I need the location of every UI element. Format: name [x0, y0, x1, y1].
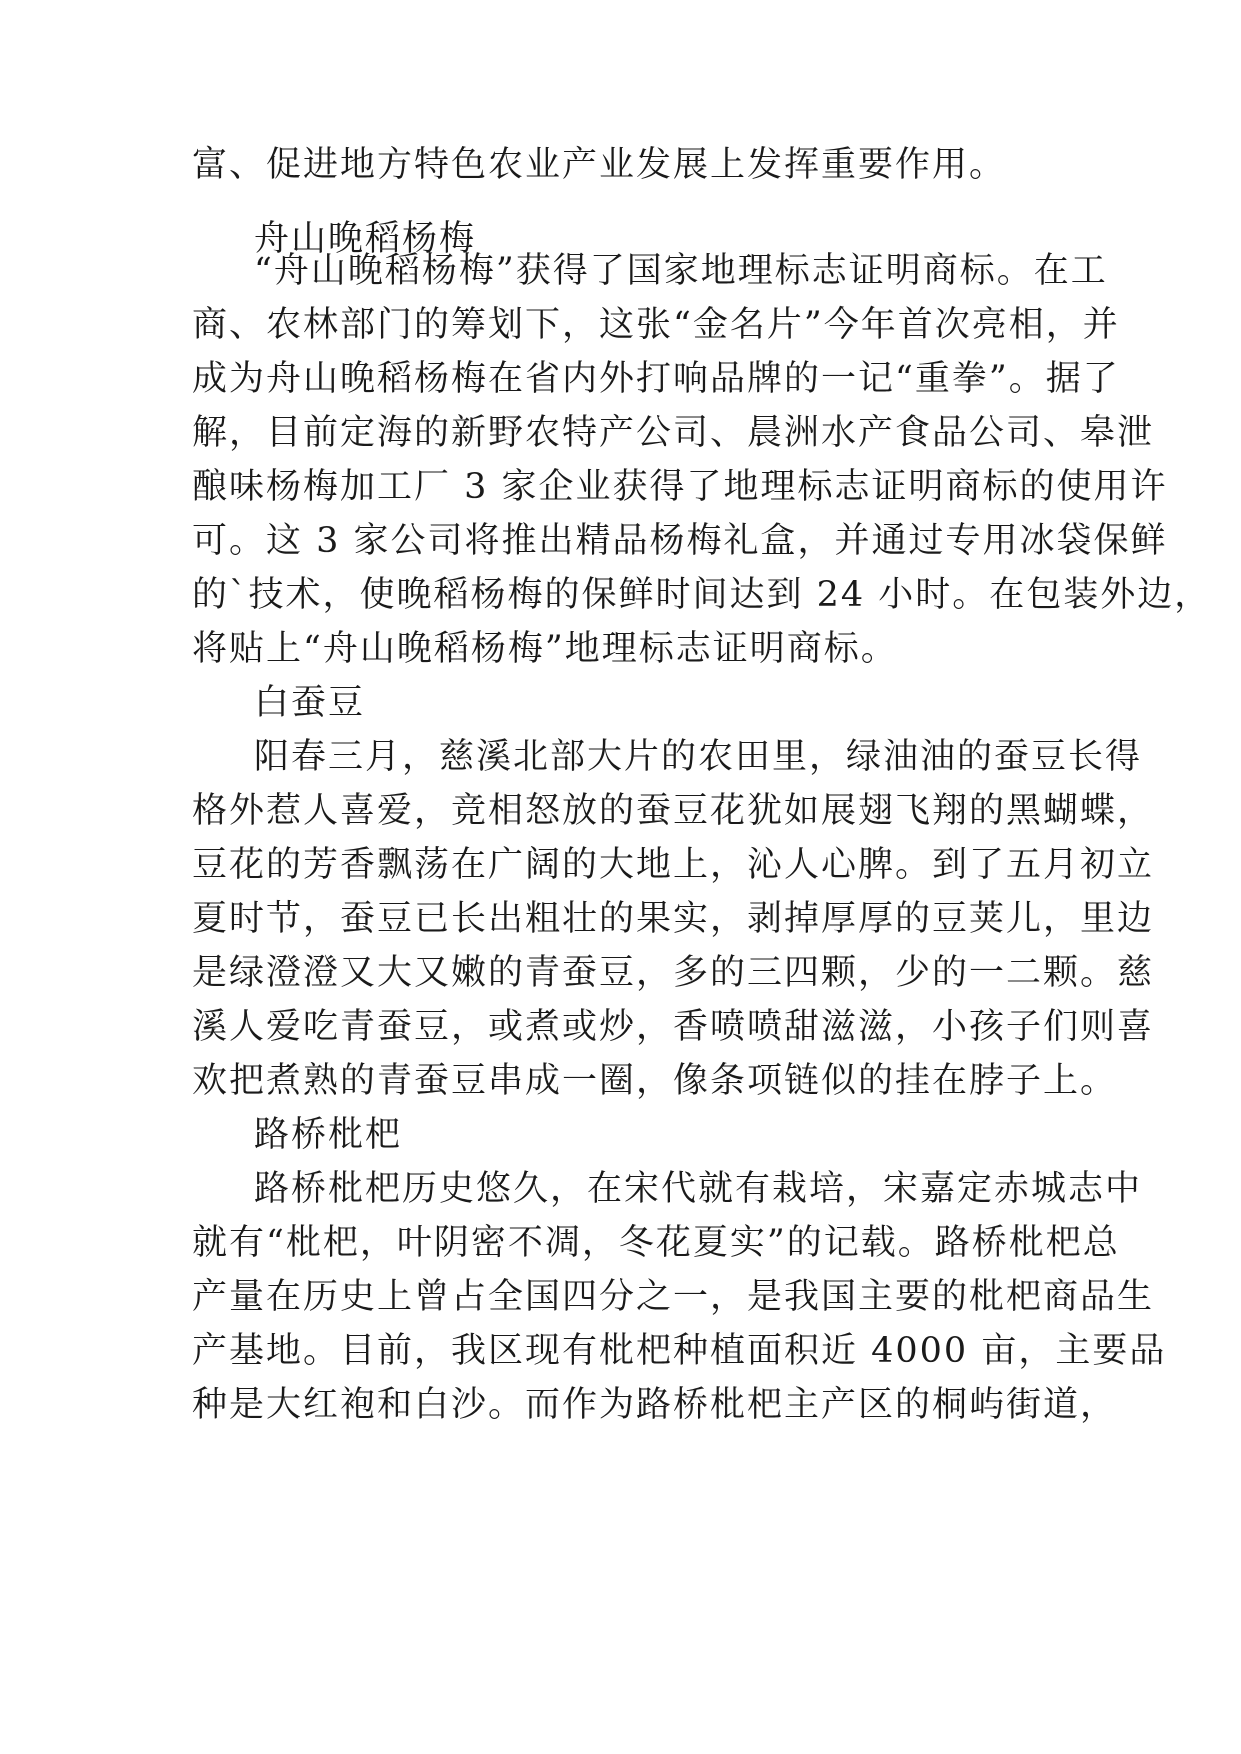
text-line: 是绿澄澄又大又嫩的青蚕豆，多的三四颗，少的一二颗。慈 — [192, 953, 1155, 993]
text-line: 欢把煮熟的青蚕豆串成一圈，像条项链似的挂在脖子上。 — [192, 1061, 1118, 1101]
text-line: 富、促进地方特色农业产业发展上发挥重要作用。 — [192, 145, 1007, 185]
text-line: 路桥枇杷历史悠久，在宋代就有栽培，宋嘉定赤城志中 — [254, 1169, 1143, 1209]
text-line: 的`技术，使晚稻杨梅的保鲜时间达到 24 小时。在包装外边， — [192, 575, 1212, 615]
section-heading-luqiao-loquat: 路桥枇杷 — [254, 1115, 403, 1155]
section-heading-white-broad-bean: 白蚕豆 — [254, 683, 366, 723]
text-line: 产量在历史上曾占全国四分之一，是我国主要的枇杷商品生 — [192, 1277, 1155, 1317]
text-line: 豆花的芳香飘荡在广阔的大地上，沁人心脾。到了五月初立 — [192, 845, 1155, 885]
text-line: 就有“枇杷，叶阴密不凋，冬花夏实”的记载。路桥枇杷总 — [192, 1223, 1120, 1263]
text-line: 解，目前定海的新野农特产公司、晨洲水产食品公司、皋泄 — [192, 413, 1155, 453]
section-heading-zhoushan-bayberry: 舟山晚稻杨梅 — [254, 219, 477, 259]
text-line: “舟山晚稻杨梅”获得了国家地理标志证明商标。在工 — [254, 251, 1108, 291]
text-line: 将贴上“舟山晚稻杨梅”地理标志证明商标。 — [192, 629, 898, 669]
text-line: 产基地。目前，我区现有枇杷种植面积近 4000 亩，主要品 — [192, 1331, 1167, 1371]
text-line: 夏时节，蚕豆已长出粗壮的果实，剥掉厚厚的豆荚儿，里边 — [192, 899, 1155, 939]
text-line: 可。这 3 家公司将推出精品杨梅礼盒，并通过专用冰袋保鲜 — [192, 521, 1168, 561]
text-line: 格外惹人喜爱，竞相怒放的蚕豆花犹如展翅飞翔的黑蝴蝶， — [192, 791, 1155, 831]
text-line: 商、农林部门的筹划下，这张“金名片”今年首次亮相，并 — [192, 305, 1120, 345]
text-line: 溪人爱吃青蚕豆，或煮或炒，香喷喷甜滋滋，小孩子们则喜 — [192, 1007, 1155, 1047]
text-line: 成为舟山晚稻杨梅在省内外打响品牌的一记“重拳”。据了 — [192, 359, 1120, 399]
text-line: 种是大红袍和白沙。而作为路桥枇杷主产区的桐屿街道， — [192, 1385, 1118, 1425]
text-line: 酿味杨梅加工厂 3 家企业获得了地理标志证明商标的使用许 — [192, 467, 1168, 507]
text-line: 阳春三月，慈溪北部大片的农田里，绿油油的蚕豆长得 — [254, 737, 1143, 777]
